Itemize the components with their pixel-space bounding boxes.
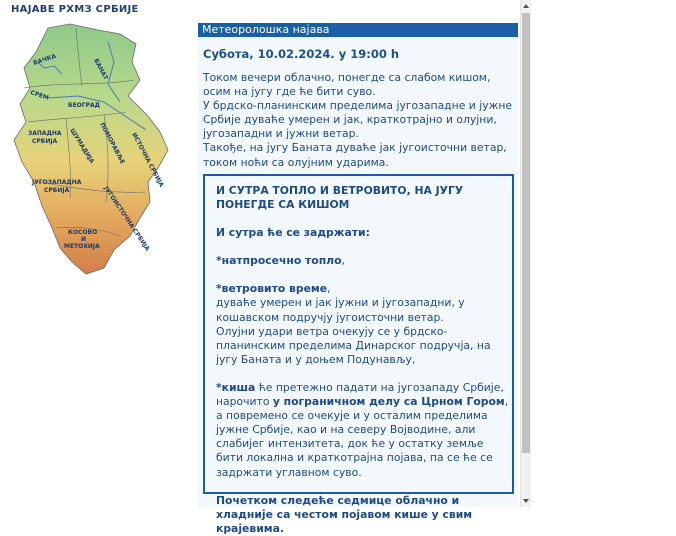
map-label-banat: БАНАТ [92, 57, 110, 82]
arrow-up-icon [523, 4, 529, 8]
scrollbar-thumb[interactable] [522, 13, 530, 453]
map-label-jugozapadna-1: ЈУГОЗАПАДНА [32, 179, 82, 186]
section-title-bar: Метеоролошка најава [198, 23, 518, 37]
map-label-kosovo-1: КОСОВО [68, 229, 98, 236]
vertical-scrollbar[interactable] [520, 0, 531, 507]
rain-item: *киша ће претежно падати на југозападу Србије, нарочито у пограничном делу са Црном Гором, а повремено се очекује и у осталим пределима јужне Србије, као и на северу Војводине, али слабијег интензитета, док ће у остатку земље бити локална и краткотрајна појава, па се ће се задржати углавном суво. [216, 380, 509, 479]
wind-text-2: Олујни удари ветра очекују се у брдско-планинским пределима Динарског подручја, на југу Баната и у доњем Подунављу, [216, 324, 491, 366]
map-label-backa: БАЧКА [32, 52, 58, 67]
serbia-map-image [8, 22, 186, 292]
scroll-up-button[interactable] [521, 0, 531, 12]
outlook-text: Почетком следеће седмице облачно и хладније са честом појавом кише у свим крајевима. [216, 493, 473, 535]
forecast-panel [198, 20, 518, 535]
serbia-regions-map[interactable] [8, 22, 186, 292]
warning-intro: И сутра ће се задржати: [216, 226, 370, 240]
map-label-jugozapadna-2: СРБИЈА [44, 187, 70, 194]
evening-forecast-text [203, 71, 517, 170]
map-label-istocna: ИСТОЧНА СРБИЈА [130, 131, 165, 189]
arrow-down-icon [523, 499, 529, 503]
map-label-kosovo-3: МЕТОХИЈА [64, 243, 100, 250]
wind-text-1: дуваће умерен и јак јужни и југозападни, у кошавском подручју југоисточни ветар. [216, 296, 465, 324]
page-header-title: НАЈАВЕ РХМЗ СРБИЈЕ [11, 4, 139, 15]
map-label-kosovo-2: И [81, 236, 87, 243]
map-label-beograd: БЕОГРАД [68, 102, 100, 109]
evening-paragraph-1: Током вечери облачно, понегде са слабом кишом, осим на југу где ће бити суво. [203, 71, 491, 99]
map-label-sumadija: ШУМАДИЈА [68, 127, 96, 165]
map-label-pomoravlje: ПОМОРАВЉЕ [98, 121, 126, 166]
scroll-down-button[interactable] [521, 495, 531, 507]
map-label-jugoistocna: ЈУГОИСТОЧНА СРБИЈА [102, 185, 151, 253]
evening-paragraph-2: У брдско-планинским пределима југозападне и јужне Србије дуваће умерен и јак, краткотрајно и олујни, југозападни и јужни ветар. [203, 99, 513, 141]
warning-headline: И СУТРА ТОПЛО И ВЕТРОВИТО, НА ЈУГУ ПОНЕГДЕ СА КИШОМ [216, 184, 464, 212]
forecast-date-title: Субота, 10.02.2024. у 19:00 h [203, 47, 400, 61]
warm-item: *натпросечно топло, [216, 254, 345, 268]
map-label-srem: СРЕМ [29, 89, 50, 102]
map-label-zapadna-1: ЗАПАДНА [28, 130, 62, 137]
evening-paragraph-3: Такође, на југу Баната дуваће јак југоисточни ветар, током ноћи са олујним ударима. [203, 141, 507, 169]
map-label-zapadna-2: СРБИЈА [32, 138, 58, 145]
wind-item: *ветровито време, [216, 282, 331, 296]
warning-box [203, 174, 514, 535]
